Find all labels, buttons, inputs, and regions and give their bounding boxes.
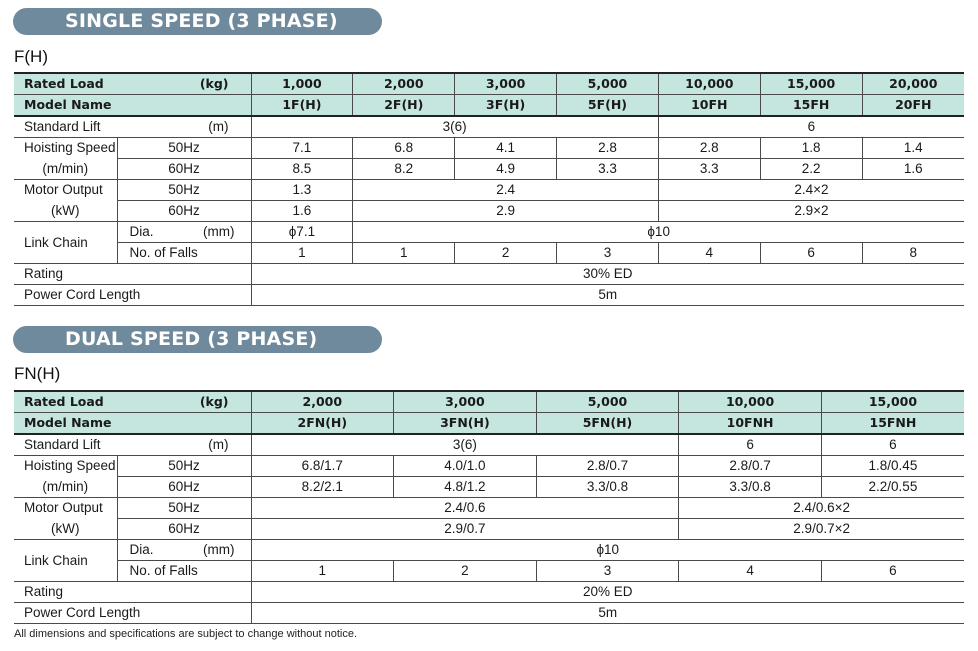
rating-value: 20% ED [251, 582, 964, 603]
hz-60-label: 60Hz [117, 477, 251, 498]
model-name-cell: 3F(H) [455, 95, 557, 117]
motor-output-50-row [14, 498, 964, 519]
dia-label: Dia. (mm) [117, 222, 251, 243]
model-name-cell: 1F(H) [251, 95, 353, 117]
speed-cell: 2.2 [760, 159, 862, 180]
speed-cell: 1.8/0.45 [821, 456, 964, 477]
speed-cell: 1.8 [760, 138, 862, 159]
power-cord-value: 5m [251, 285, 964, 306]
falls-cell: 4 [658, 243, 760, 264]
rated-load-label: Rated Load (kg) [14, 73, 251, 95]
motor-output-unit: (kW) [14, 519, 117, 540]
footnote: All dimensions and specifications are subject to change without notice. [14, 628, 358, 640]
rated-load-cell: 5,000 [536, 391, 679, 413]
motor-cell: 2.9/0.7×2 [679, 519, 964, 540]
motor-output-60-row [14, 519, 964, 540]
rating-row [14, 264, 964, 285]
speed-cell: 4.1 [455, 138, 557, 159]
speed-cell: 2.8/0.7 [536, 456, 679, 477]
falls-cell: 6 [760, 243, 862, 264]
model-name-label: Model Name [14, 95, 251, 117]
rated-load-cell: 20,000 [862, 73, 964, 95]
motor-output-label: Motor Output [14, 180, 117, 201]
model-name-label: Model Name [14, 413, 251, 435]
dia-label: Dia. (mm) [117, 540, 251, 561]
rated-load-cell: 10,000 [679, 391, 822, 413]
hoisting-speed-label: Hoisting Speed [14, 456, 117, 477]
standard-lift-value: 3(6) [251, 116, 658, 138]
motor-output-label: Motor Output [14, 498, 117, 519]
motor-cell: 1.6 [251, 201, 353, 222]
falls-cell: 2 [455, 243, 557, 264]
standard-lift-label: Standard Lift (m) [14, 116, 251, 138]
motor-output-unit: (kW) [14, 201, 117, 222]
speed-cell: 2.8 [658, 138, 760, 159]
model-name-cell: 5FN(H) [536, 413, 679, 435]
rating-label: Rating [14, 264, 251, 285]
standard-lift-value: 6 [821, 434, 964, 456]
rated-load-cell: 2,000 [353, 73, 455, 95]
rated-load-row [14, 73, 964, 95]
model-name-cell: 10FH [658, 95, 760, 117]
model-name-cell: 15FH [760, 95, 862, 117]
dual-speed-banner: DUAL SPEED (3 PHASE) [13, 326, 382, 353]
model-name-cell: 15FNH [821, 413, 964, 435]
falls-cell: 2 [394, 561, 537, 582]
dia-cell: ϕ10 [353, 222, 964, 243]
motor-cell: 2.4 [353, 180, 659, 201]
falls-label: No. of Falls [117, 561, 251, 582]
rated-load-cell: 5,000 [557, 73, 659, 95]
dual-speed-model-code: FN(H) [14, 364, 61, 383]
hz-50-label: 50Hz [117, 498, 251, 519]
falls-cell: 3 [536, 561, 679, 582]
speed-cell: 8.2/2.1 [251, 477, 394, 498]
link-chain-falls-row [14, 561, 964, 582]
power-cord-label: Power Cord Length [14, 285, 251, 306]
speed-cell: 1.4 [862, 138, 964, 159]
link-chain-label: Link Chain [14, 540, 117, 582]
falls-cell: 1 [353, 243, 455, 264]
rating-value: 30% ED [251, 264, 964, 285]
falls-cell: 1 [251, 243, 353, 264]
standard-lift-value: 3(6) [251, 434, 679, 456]
falls-cell: 4 [679, 561, 822, 582]
link-chain-label: Link Chain [14, 222, 117, 264]
rated-load-cell: 3,000 [455, 73, 557, 95]
motor-cell: 2.4/0.6×2 [679, 498, 964, 519]
hz-60-label: 60Hz [117, 159, 251, 180]
speed-cell: 4.8/1.2 [394, 477, 537, 498]
rating-label: Rating [14, 582, 251, 603]
motor-cell: 2.9×2 [658, 201, 964, 222]
speed-cell: 4.9 [455, 159, 557, 180]
link-chain-dia-row [14, 540, 964, 561]
link-chain-falls-row [14, 243, 964, 264]
rated-load-row [14, 391, 964, 413]
motor-cell: 1.3 [251, 180, 353, 201]
rated-load-cell: 15,000 [821, 391, 964, 413]
speed-cell: 7.1 [251, 138, 353, 159]
power-cord-row [14, 285, 964, 306]
model-name-cell: 3FN(H) [394, 413, 537, 435]
dia-cell: ϕ7.1 [251, 222, 353, 243]
single-speed-model-code: F(H) [14, 47, 48, 66]
motor-cell: 2.9 [353, 201, 659, 222]
hoisting-speed-50-row [14, 456, 964, 477]
model-name-cell: 5F(H) [557, 95, 659, 117]
motor-cell: 2.9/0.7 [251, 519, 679, 540]
motor-cell: 2.4/0.6 [251, 498, 679, 519]
speed-cell: 2.8 [557, 138, 659, 159]
hz-50-label: 50Hz [117, 138, 251, 159]
hoisting-speed-50-row [14, 138, 964, 159]
speed-cell: 3.3/0.8 [536, 477, 679, 498]
model-name-cell: 10FNH [679, 413, 822, 435]
rated-load-cell: 3,000 [394, 391, 537, 413]
speed-cell: 3.3 [658, 159, 760, 180]
model-name-cell: 20FH [862, 95, 964, 117]
speed-cell: 8.2 [353, 159, 455, 180]
speed-cell: 2.2/0.55 [821, 477, 964, 498]
model-name-cell: 2FN(H) [251, 413, 394, 435]
dia-cell: ϕ10 [251, 540, 964, 561]
standard-lift-row [14, 116, 964, 138]
speed-cell: 3.3 [557, 159, 659, 180]
hoisting-speed-unit: (m/min) [14, 477, 117, 498]
rated-load-cell: 1,000 [251, 73, 353, 95]
rated-load-cell: 2,000 [251, 391, 394, 413]
link-chain-dia-row [14, 222, 964, 243]
model-name-row [14, 413, 964, 435]
rated-load-cell: 10,000 [658, 73, 760, 95]
speed-cell: 4.0/1.0 [394, 456, 537, 477]
standard-lift-label: Standard Lift (m) [14, 434, 251, 456]
falls-label: No. of Falls [117, 243, 251, 264]
hoisting-speed-label: Hoisting Speed [14, 138, 117, 159]
standard-lift-value: 6 [658, 116, 964, 138]
speed-cell: 2.8/0.7 [679, 456, 822, 477]
power-cord-value: 5m [251, 603, 964, 624]
rating-row [14, 582, 964, 603]
falls-cell: 6 [821, 561, 964, 582]
rated-load-cell: 15,000 [760, 73, 862, 95]
motor-output-50-row [14, 180, 964, 201]
hoisting-speed-60-row [14, 159, 964, 180]
hz-50-label: 50Hz [117, 180, 251, 201]
speed-cell: 6.8/1.7 [251, 456, 394, 477]
hz-60-label: 60Hz [117, 519, 251, 540]
speed-cell: 3.3/0.8 [679, 477, 822, 498]
hz-60-label: 60Hz [117, 201, 251, 222]
standard-lift-value: 6 [679, 434, 822, 456]
speed-cell: 8.5 [251, 159, 353, 180]
falls-cell: 1 [251, 561, 394, 582]
hoisting-speed-unit: (m/min) [14, 159, 117, 180]
power-cord-row [14, 603, 964, 624]
motor-cell: 2.4×2 [658, 180, 964, 201]
single-speed-table [14, 72, 964, 306]
dual-speed-table [14, 390, 964, 624]
model-name-cell: 2F(H) [353, 95, 455, 117]
hz-50-label: 50Hz [117, 456, 251, 477]
rated-load-label: Rated Load (kg) [14, 391, 251, 413]
model-name-row [14, 95, 964, 117]
standard-lift-row [14, 434, 964, 456]
falls-cell: 8 [862, 243, 964, 264]
single-speed-banner: SINGLE SPEED (3 PHASE) [13, 8, 382, 35]
motor-output-60-row [14, 201, 964, 222]
hoisting-speed-60-row [14, 477, 964, 498]
falls-cell: 3 [557, 243, 659, 264]
power-cord-label: Power Cord Length [14, 603, 251, 624]
speed-cell: 1.6 [862, 159, 964, 180]
speed-cell: 6.8 [353, 138, 455, 159]
